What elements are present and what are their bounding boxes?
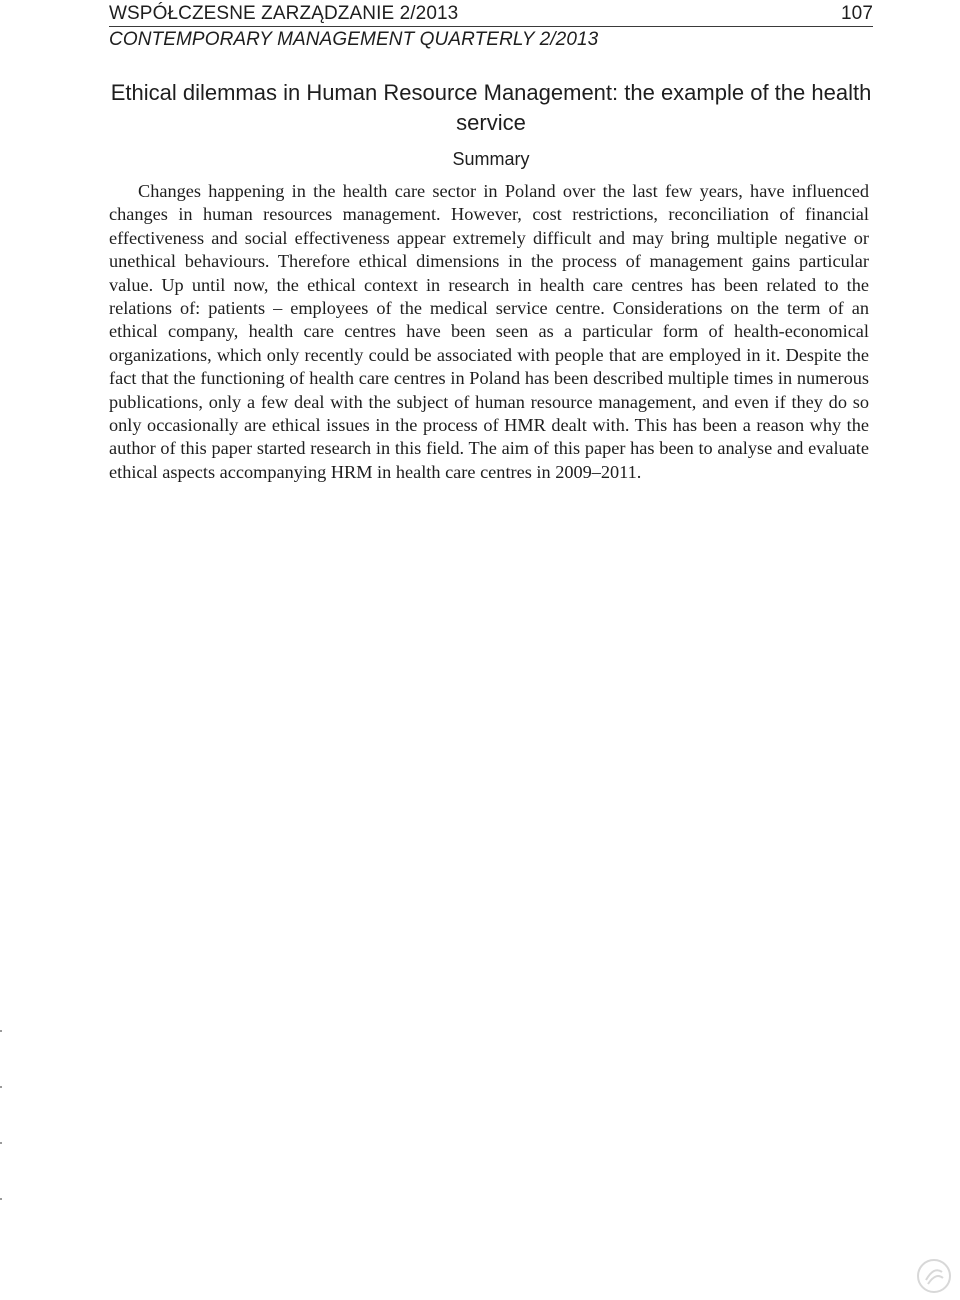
- margin-dot: [0, 1030, 2, 1032]
- margin-dots: [0, 1030, 4, 1254]
- page-number: 107: [840, 3, 873, 24]
- running-head-top-line: [109, 3, 873, 27]
- abstract-paragraph: Changes happening in the health care sector in Poland over the last few years, have influenced changes in human resources management. However, cost restrictions, reconciliation of financial effectiveness and social effectiveness appear extremely difficult and may bring multiple negative or unethical behaviours. Therefore ethical dimensions in the process of management gains particular value. Up until now, the ethical context in research in health care centres has been related to the relations of: patients – employees of the medical service centre. Considerations on the term of an ethical company, health care centres have been seen as a particular form of health-economical organizations, which only recently could be associated with people that are employed in it. Despite the fact that the functioning of health care centres in Poland has been described multiple times in numerous publications, only a few deal with the subject of human resource management, and even if they do so only occasionally are ethical issues in the process of HMR dealt with. This has been a reason why the author of this paper started research in this field. The aim of this paper has been to analyse and evaluate ethical aspects accompanying HRM in health care centres in 2009–2011.: [109, 181, 869, 482]
- margin-dot: [0, 1198, 2, 1200]
- journal-title-polish: WSPÓŁCZESNE ZARZĄDZANIE 2/2013: [109, 3, 459, 24]
- journal-title-english: CONTEMPORARY MANAGEMENT QUARTERLY 2/2013: [109, 29, 599, 50]
- paper-title: Ethical dilemmas in Human Resource Management: the example of the health service: [110, 80, 872, 135]
- margin-dot: [0, 1142, 2, 1144]
- watermark-logo-icon: [916, 1258, 952, 1294]
- running-head: [109, 3, 873, 53]
- margin-dot: [0, 1086, 2, 1088]
- summary-heading: Summary: [452, 149, 530, 169]
